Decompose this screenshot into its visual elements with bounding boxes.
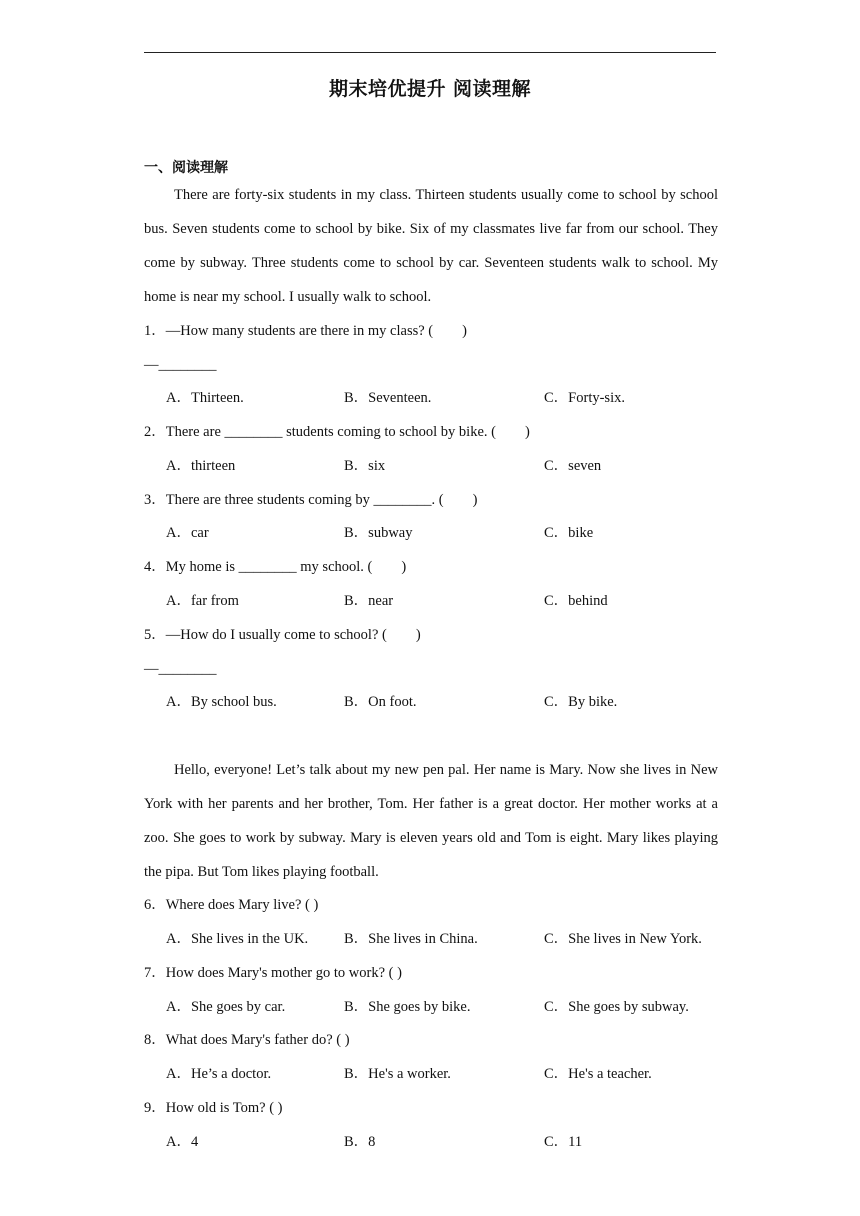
header-rule xyxy=(144,52,716,53)
question-1-option-a[interactable]: A．Thirteen. xyxy=(166,390,244,406)
question-9-option-b[interactable]: B．8 xyxy=(344,1134,376,1150)
question-5-option-a[interactable]: A．By school bus. xyxy=(166,694,277,710)
question-4-stem: 4．My home is ________ my school. ( ) xyxy=(144,559,407,575)
question-5-option-b[interactable]: B．On foot. xyxy=(344,694,417,710)
question-6-stem: 6．Where does Mary live? ( ) xyxy=(144,897,319,913)
question-2-stem: 2．There are ________ students coming to school by bike. ( ) xyxy=(144,424,530,440)
question-7-option-c[interactable]: C．She goes by subway. xyxy=(544,999,689,1015)
question-3-option-c[interactable]: C．bike xyxy=(544,525,594,541)
question-1-stem: 1．—How many students are there in my class? ( ) xyxy=(144,323,467,339)
question-3-option-b[interactable]: B．subway xyxy=(344,525,413,541)
question-7-stem: 7．How does Mary's mother go to work? ( ) xyxy=(144,965,402,981)
question-1-option-b[interactable]: B．Seventeen. xyxy=(344,390,432,406)
question-6-option-c[interactable]: C．She lives in New York. xyxy=(544,931,702,947)
question-9-stem: 9．How old is Tom? ( ) xyxy=(144,1100,283,1116)
question-6-option-b[interactable]: B．She lives in China. xyxy=(344,931,478,947)
question-1-option-c[interactable]: C．Forty-six. xyxy=(544,390,625,406)
question-3-stem: 3．There are three students coming by ________. ( ) xyxy=(144,492,478,508)
question-4-option-b[interactable]: B．near xyxy=(344,593,394,609)
question-8-option-b[interactable]: B．He's a worker. xyxy=(344,1066,451,1082)
question-9-option-c[interactable]: C．11 xyxy=(544,1134,583,1150)
question-5-answer-line: —________ xyxy=(144,661,217,677)
question-8-stem: 8．What does Mary's father do? ( ) xyxy=(144,1032,350,1048)
question-1-answer-line: —________ xyxy=(144,357,217,373)
question-4-option-a[interactable]: A．far from xyxy=(166,593,239,609)
question-4-option-c[interactable]: C．behind xyxy=(544,593,608,609)
question-5-stem: 5．—How do I usually come to school? ( ) xyxy=(144,627,421,643)
question-3-option-a[interactable]: A．car xyxy=(166,525,209,541)
question-7-option-b[interactable]: B．She goes by bike. xyxy=(344,999,471,1015)
question-7-option-a[interactable]: A．She goes by car. xyxy=(166,999,286,1015)
page-title: 期末培优提升 阅读理解 xyxy=(328,78,532,100)
question-2-option-c[interactable]: C．seven xyxy=(544,458,602,474)
question-5-option-c[interactable]: C．By bike. xyxy=(544,694,618,710)
section-heading: 一、阅读理解 xyxy=(144,160,228,176)
reading-passage-2: Hello, everyone! Let’s talk about my new pen pal. Her name is Mary. Now she lives in New York with her parents and her brother, Tom. Her father is a great doctor. Her mother works at a zoo. She goes to work by subway. Mary is eleven years old and Tom is eight. Mary likes playing the pipa. But Tom likes playing football. xyxy=(144,762,718,880)
question-2-option-b[interactable]: B．six xyxy=(344,458,386,474)
question-9-option-a[interactable]: A．4 xyxy=(166,1134,199,1150)
question-8-option-c[interactable]: C．He's a teacher. xyxy=(544,1066,652,1082)
question-8-option-a[interactable]: A．He’s a doctor. xyxy=(166,1066,272,1082)
reading-passage-1: There are forty-six students in my class. Thirteen students usually come to school by school bus. Seven students come to school by bike. Six of my classmates live far from our school. They come by subway. Three students come to school by car. Seventeen students walk to school. My home is near my school. I usually walk to school. xyxy=(144,187,718,305)
question-2-option-a[interactable]: A．thirteen xyxy=(166,458,236,474)
question-6-option-a[interactable]: A．She lives in the UK. xyxy=(166,931,309,947)
